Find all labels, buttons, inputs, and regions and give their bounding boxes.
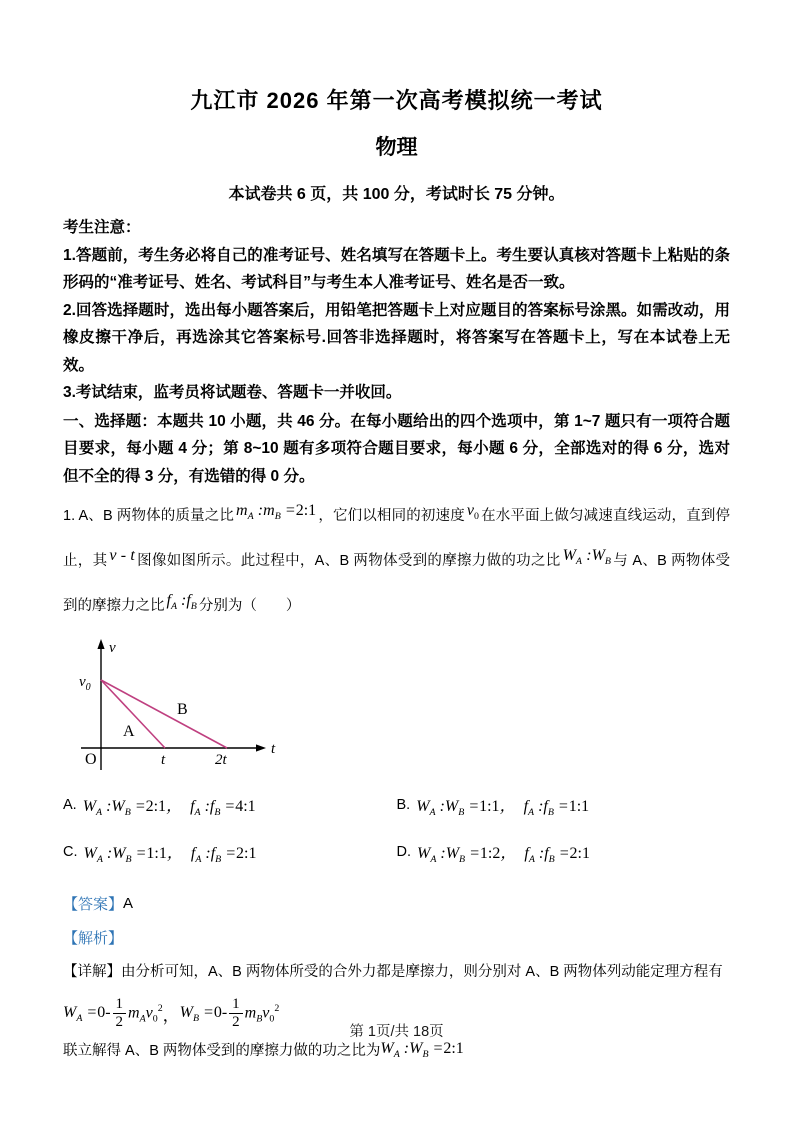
notice-item-1: 1.答题前，考生务必将自己的准考证号、姓名填写在答题卡上。考生要认真核对答题卡上粘贴的条形码的“准考证号、姓名、考试科目”与考生本人准考证号、姓名是否一致。 <box>63 246 730 291</box>
option-C-math: $W_A$ $:W_B$ =1:1， $f_A$ $:f_B$ =2:1 <box>83 844 257 865</box>
option-B <box>397 793 731 818</box>
tick-t-label: t <box>161 751 166 768</box>
v0-label: $v_0$ <box>79 673 91 693</box>
option-B-label: B. <box>396 797 411 814</box>
question-seg-6: 分别为（ ） <box>198 598 301 615</box>
question-seg-3: 在水平面上做匀减速直线运动，直到停止，其 <box>63 508 731 570</box>
answer-label: 【答案】 <box>63 896 124 914</box>
option-A-math: $W_A$ $:W_B$ =2:1， $f_A$ $:f_B$ =4:1 <box>82 797 256 818</box>
eq2-rhs: $m_Bv_0^2$ <box>244 1002 280 1025</box>
question-seg-4: 图像如图所示。此过程中，A、B 两物体受到的摩擦力做的功之比 <box>136 553 561 570</box>
eq2-lhs: $W_B =0-$ <box>179 1003 228 1024</box>
inline-math-friction-ratio: $f_A$ $:f_B$ <box>166 592 197 613</box>
conclusion-math: $W_A$ $:W_B$ =2:1 <box>380 1039 464 1061</box>
question-seg-5: 与 A、B 两物体受到的摩擦力之比 <box>63 553 731 615</box>
eq2-fraction-denominator: 2 <box>232 1014 240 1031</box>
answer-line <box>63 887 730 921</box>
inline-math-mass-ratio: $m_A$ $:m_B$ =2:1 <box>236 502 317 523</box>
tick-2t-label: 2t <box>215 751 227 768</box>
question-seg-1: 1. A、B 两物体的质量之比 <box>63 508 235 524</box>
notice-heading: 考生注意： <box>63 219 141 236</box>
notice-section <box>63 214 730 407</box>
options-row-1 <box>63 793 730 818</box>
option-C <box>63 840 397 865</box>
line-a-label: A <box>123 722 135 740</box>
equation-separator: ， <box>162 1006 180 1026</box>
notice-item-3: 3.考试结束，监考员将试题卷、答题卡一并收回。 <box>63 384 402 401</box>
doc-title: 九江市 2026 年第一次高考模拟统一考试 <box>190 88 603 113</box>
option-A <box>63 793 397 818</box>
section-header: 一、选择题：本题共 10 小题，共 46 分。在每小题给出的四个选项中，第 1~7 题只有一项符合题目要求，每小题 4 分；第 8~10 题有多项符合题目要求，每小题 6 分，全部选对的得 6 分，选对但不全的得 3 分，有选错的得 0 分。 <box>63 412 730 485</box>
answer-value: A <box>123 895 134 913</box>
detail-label: 【详解】 <box>63 963 121 980</box>
eq1-lhs: $W_A =0-$ <box>63 1003 111 1024</box>
option-A-label: A. <box>63 797 77 814</box>
options-list <box>63 793 730 865</box>
inline-math-work-ratio: $W_A$ $:W_B$ <box>562 547 611 568</box>
option-D-label: D. <box>396 844 411 861</box>
conclusion-text: 联立解得 A、B 两物体受到的摩擦力做的功之比为 <box>63 1043 381 1060</box>
line-b <box>101 680 227 748</box>
detail-text: 由分析可知，A、B 两物体所受的合外力都是摩擦力，则分别对 A、B 两物体列动能定理方程有 <box>121 963 723 980</box>
eq1-rhs: $m_Av_0^2$ <box>128 1002 163 1025</box>
analysis-label: 【解析】 <box>63 930 124 948</box>
eq1-fraction-numerator: 1 <box>113 996 127 1014</box>
options-row-2 <box>63 840 730 865</box>
vt-graph-figure <box>69 636 730 781</box>
vt-graph <box>69 636 284 776</box>
eq1-fraction-denominator: 2 <box>115 1014 124 1031</box>
option-C-label: C. <box>63 844 78 861</box>
y-axis-arrow-icon <box>97 639 104 649</box>
analysis-line <box>63 921 730 955</box>
doc-subject: 物理 <box>375 136 418 159</box>
inline-math-initial-velocity: $v_0$ <box>466 502 479 523</box>
option-D-math: $W_A$ $:W_B$ =1:2， $f_A$ $:f_B$ =2:1 <box>417 844 590 865</box>
origin-label: O <box>85 750 97 768</box>
exam-info: 本试卷共 6 页，共 100 分，考试时长 75 分钟。 <box>228 186 565 203</box>
page-footer <box>0 1020 793 1041</box>
x-axis-label: t <box>271 740 276 757</box>
line-b-label: B <box>177 700 188 718</box>
option-D <box>397 840 731 865</box>
y-axis-label: v <box>109 639 116 656</box>
conclusion-line <box>63 1039 730 1060</box>
question-1-text <box>63 496 730 632</box>
page-number: 第 1页/共 18页 <box>349 1024 444 1040</box>
notice-item-2: 2.回答选择题时，选出每小题答案后，用铅笔把答题卡上对应题目的答案标号涂黑。如需改动，用橡皮擦干净后，再选涂其它答案标号.回答非选择题时，将答案写在答题卡上，写在本试卷上无效。 <box>63 301 730 374</box>
x-axis-arrow-icon <box>256 744 266 751</box>
inline-math-vt: v - t <box>109 547 135 565</box>
question-seg-2: ，它们以相同的初速度 <box>318 508 465 524</box>
detail-line <box>63 959 730 986</box>
eq2-fraction-numerator: 1 <box>229 996 243 1014</box>
option-B-math: $W_A$ $:W_B$ =1:1， $f_A$ $:f_B$ =1:1 <box>416 797 590 818</box>
